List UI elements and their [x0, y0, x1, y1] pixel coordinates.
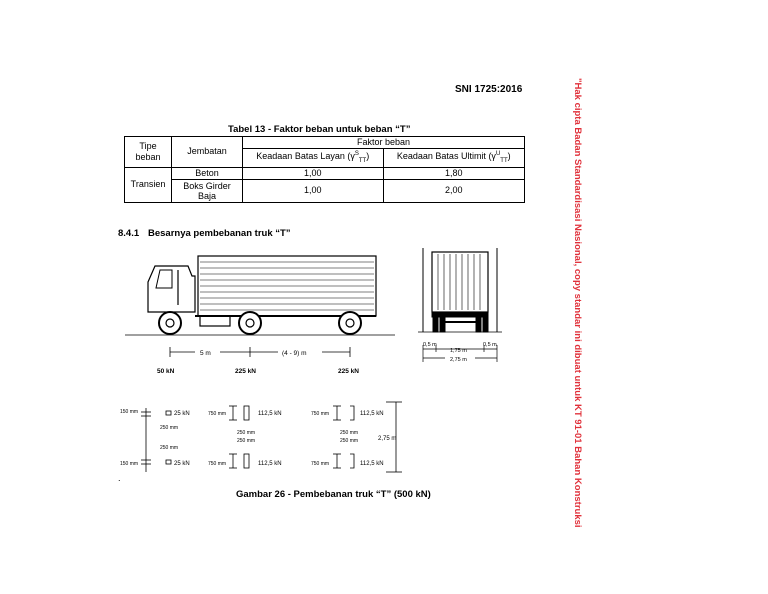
plan-wheel-load-3: 112,5 kN — [360, 411, 384, 417]
plan-axle-length-4: 750 mm — [311, 461, 330, 467]
cell-ultimit: 2,00 — [383, 179, 524, 202]
plan-wheel-load-2: 112,5 kN — [258, 461, 282, 467]
table-caption: Tabel 13 - Faktor beban untuk beban “T” — [228, 124, 411, 135]
load-middle-axle: 225 kN — [235, 368, 256, 375]
plan-front-offset-top: 150 mm — [120, 409, 139, 415]
cell-ultimit: 1,80 — [383, 167, 524, 179]
header-faktor-beban: Faktor beban — [243, 137, 525, 149]
plan-wheel-width-2: 250 mm — [340, 430, 359, 436]
standard-code: SNI 1725:2016 — [455, 84, 523, 95]
copyright-sidebar: "Hak cipta Badan Standardisasi Nasional, copy standar ini dibuat untuk KT 91-01 Bahan Konstruksi — [572, 78, 583, 528]
section-title: Besarnya pembebanan truk “T” — [148, 228, 291, 239]
dim-rear-total: 2,75 m — [450, 357, 467, 363]
truck-rear-view — [418, 248, 502, 332]
cell-jembatan: Boks Girder Baja — [172, 179, 243, 202]
side-dimension-lines — [170, 347, 350, 357]
plan-axle-length-2: 750 mm — [208, 461, 227, 467]
plan-wheel-load-4: 112,5 kN — [360, 461, 384, 467]
header-ultimit: Keadaan Batas Ultimit $(\gamma^U_{TT})$ — [383, 149, 524, 168]
dim-rear-left: 0,5 m — [423, 342, 437, 348]
dim-4-9m: (4 - 9) m — [282, 350, 307, 357]
figure-caption: Gambar 26 - Pembebanan truk “T” (500 kN) — [236, 489, 431, 500]
plan-front-offset-bottom: 150 mm — [120, 461, 139, 467]
dim-rear-right: 0,5 m — [483, 342, 497, 348]
truck-side-view — [125, 256, 395, 335]
dim-rear-middle: 1,75 m — [450, 348, 467, 354]
dim-5m: 5 m — [200, 350, 211, 357]
plan-axle-length-1: 750 mm — [208, 411, 227, 417]
cell-layan: 1,00 — [243, 167, 384, 179]
cell-jembatan: Beton — [172, 167, 243, 179]
header-tipe-beban: Tipe beban — [125, 137, 172, 168]
plan-axle-length-3: 750 mm — [311, 411, 330, 417]
plan-front-width-top: 250 mm — [160, 425, 179, 431]
section-number: 8.4.1 — [118, 228, 140, 239]
plan-front-width-bottom: 250 mm — [160, 445, 179, 451]
plan-wheel-load-1: 112,5 kN — [258, 411, 282, 417]
load-rear-axle: 225 kN — [338, 368, 359, 375]
load-front-axle: 50 kN — [157, 368, 175, 375]
plan-front-load-bottom: 25 kN — [174, 461, 190, 467]
plan-wheel-gap-2: 250 mm — [340, 438, 359, 444]
header-jembatan: Jembatan — [172, 137, 243, 168]
cell-tipe: Transien — [125, 167, 172, 202]
plan-wheel-gap-1: 250 mm — [237, 438, 256, 444]
plan-wheel-width-1: 250 mm — [237, 430, 256, 436]
cell-layan: 1,00 — [243, 179, 384, 202]
stray-mark: . — [118, 473, 121, 483]
plan-front-load-top: 25 kN — [174, 411, 190, 417]
plan-track-width: 2,75 m — [378, 436, 397, 442]
header-layan: Keadaan Batas Layan $(\gamma^S_{TT})$ — [243, 149, 384, 168]
